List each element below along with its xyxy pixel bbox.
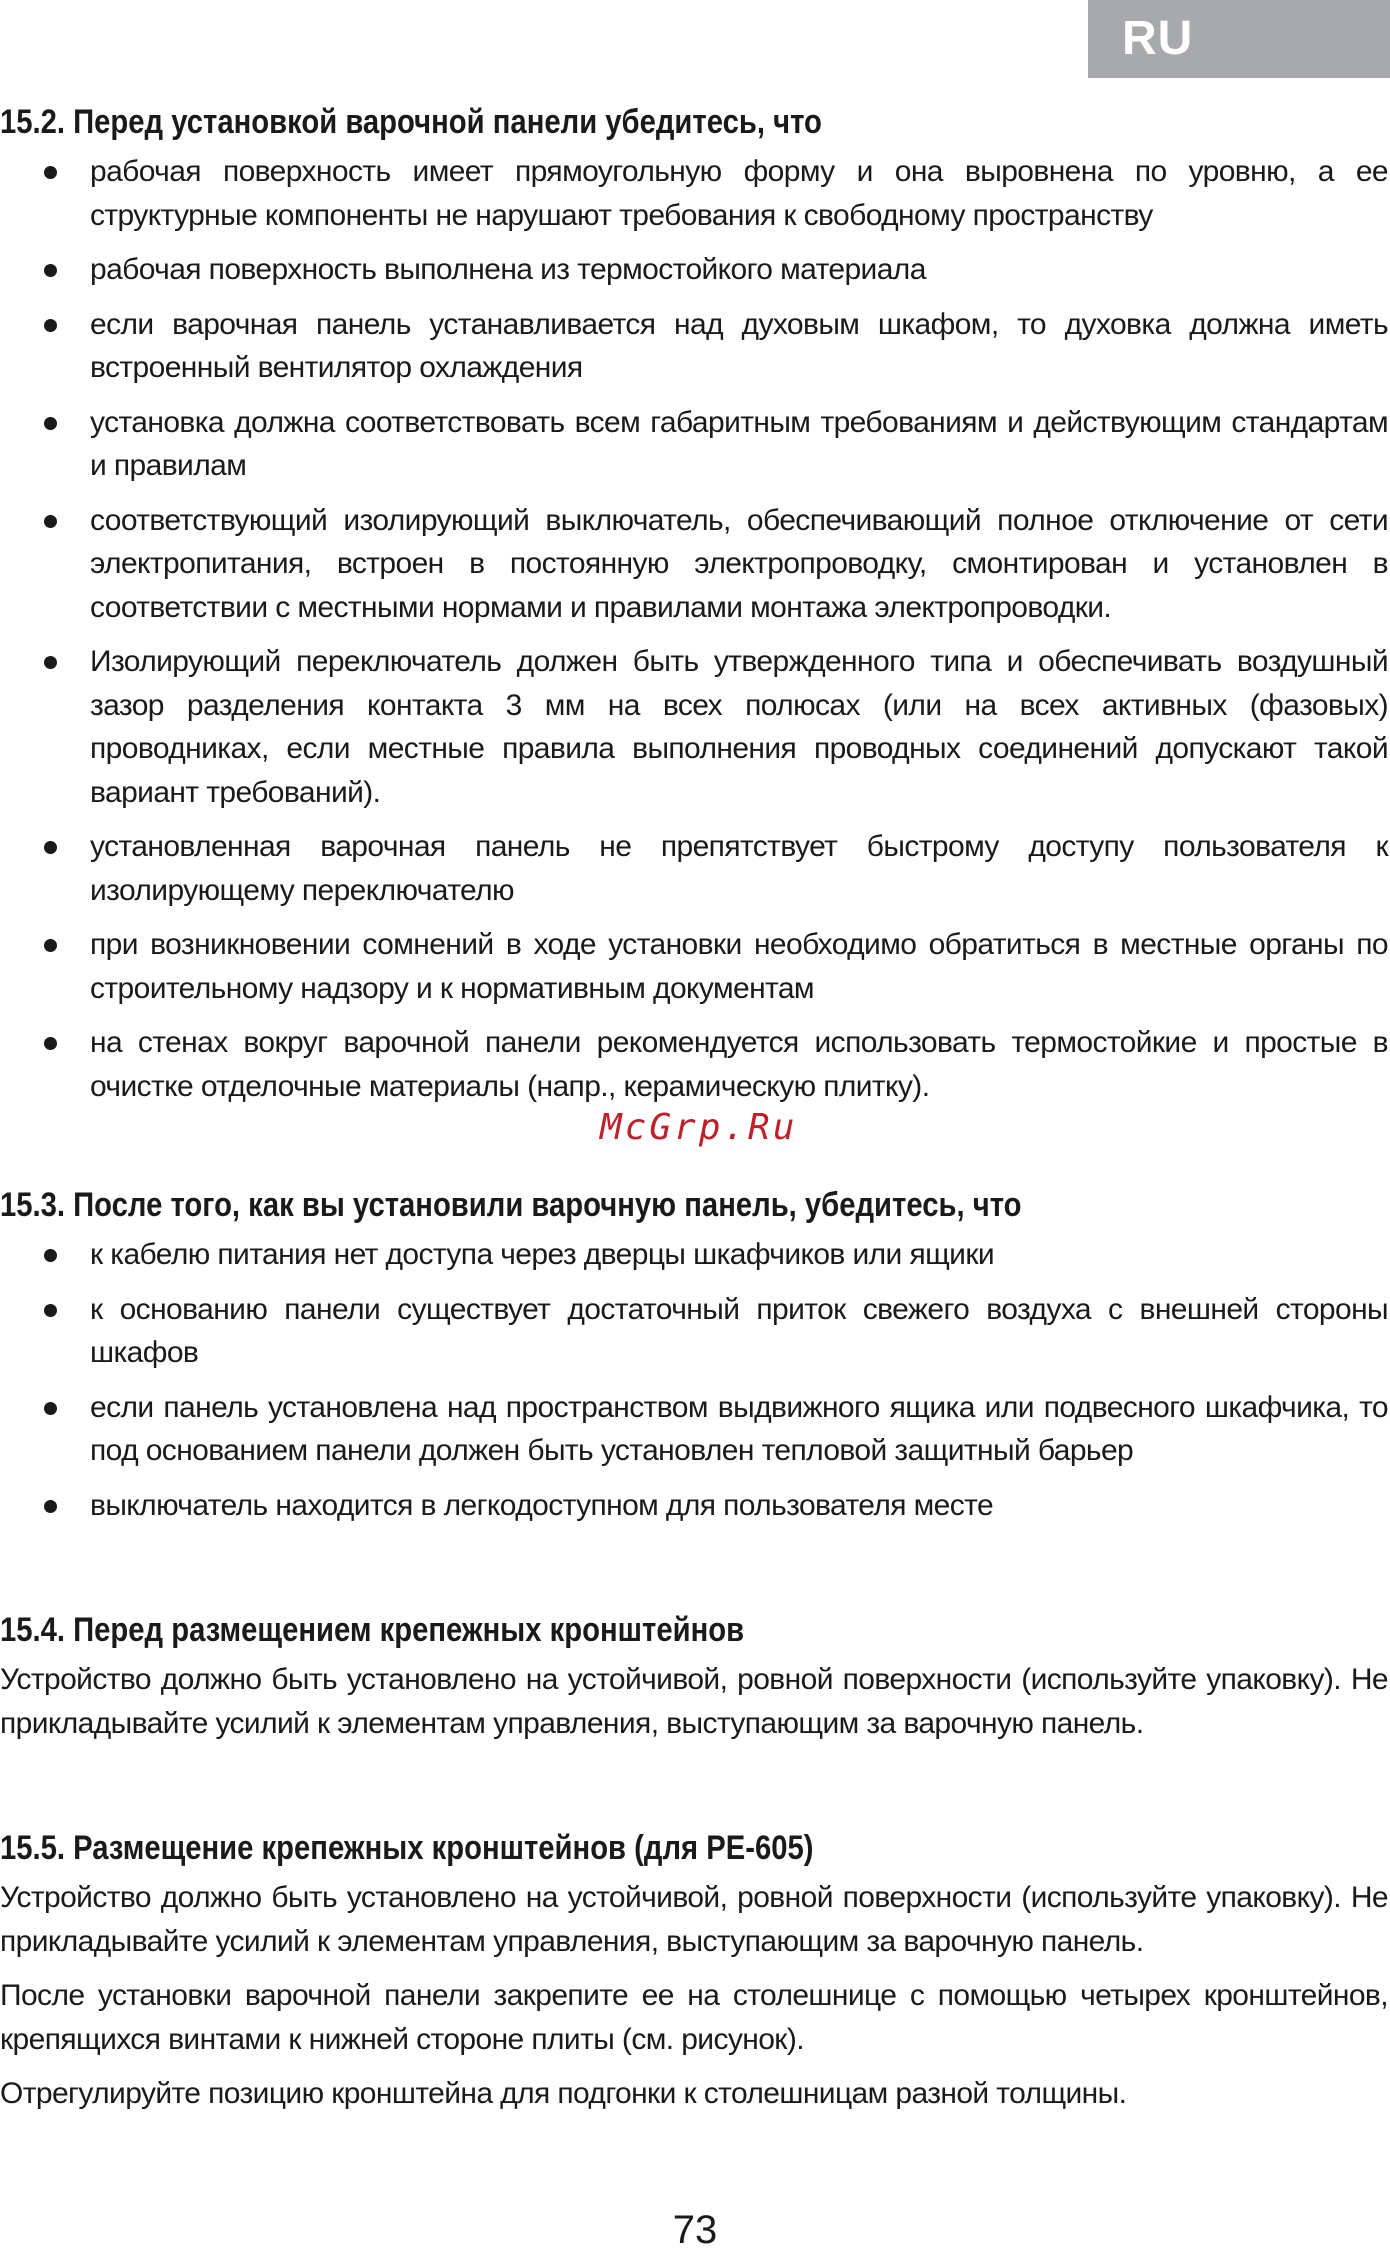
bullet-icon	[44, 166, 57, 179]
bullet-icon	[44, 656, 57, 669]
section-title: 15.4. Перед размещением крепежных кронштейнов	[0, 1611, 745, 1649]
list-item-text: рабочая поверхность имеет прямоугольную форму и она выровнена по уровню, а ее структурные компоненты не нарушают требования к свободному пространству	[90, 155, 1388, 232]
watermark-text: McGrp.Ru	[600, 1107, 798, 1148]
list-item-text: соответствующий изолирующий выключатель, обеспечивающий полное отключение от сети электропитания, встроен в постоянную электропроводку, смонтирован и установлен в соответствии с местными нормами и правилами монтажа электропроводки.	[90, 503, 1388, 624]
list-item-text: выключатель находится в легкодоступном для пользователя месте	[90, 1488, 994, 1522]
list-item-text: установленная варочная панель не препятствует быстрому доступу пользователя к изолирующему переключателю	[90, 830, 1388, 907]
bullet-icon	[44, 515, 57, 528]
list-item-text: к кабелю питания нет доступа через дверцы шкафчиков или ящики	[90, 1238, 995, 1271]
list-item-text: если панель установлена над пространством выдвижного ящика или подвесного шкафчика, то под основанием панели должен быть установлен тепловой защитный барьер	[90, 1390, 1388, 1467]
bullet-icon	[44, 1037, 57, 1050]
paragraph: Отрегулируйте позицию кронштейна для подгонки к столешницам разной толщины.	[0, 2077, 1127, 2110]
paragraph: Устройство должно быть установлено на устойчивой, ровной поверхности (используйте упаковку). Не прикладывайте усилий к элементам управления, выступающим за варочную панель.	[0, 1881, 1388, 1958]
bullet-icon	[44, 841, 57, 854]
list-item-text: если варочная панель устанавливается над духовым шкафом, то духовка должна иметь встроенный вентилятор охлаждения	[90, 307, 1388, 384]
paragraph: Устройство должно быть установлено на устойчивой, ровной поверхности (используйте упаковку). Не прикладывайте усилий к элементам управления, выступающим за варочную панель.	[0, 1663, 1388, 1740]
list-item	[0, 1288, 1388, 1375]
section-15-3	[0, 1177, 1388, 1527]
list-item	[0, 1386, 1388, 1473]
list-item	[0, 1021, 1388, 1108]
spacer	[0, 1538, 1388, 1602]
section-15-5	[0, 1820, 1388, 2116]
list-item	[0, 825, 1388, 912]
paragraph: После установки варочной панели закрепите ее на столешнице с помощью четырех кронштейнов, крепящихся винтами к нижней стороне плиты (см. рисунок).	[0, 1979, 1388, 2056]
list-item	[0, 499, 1388, 630]
list-item	[0, 640, 1388, 814]
bullet-list	[0, 150, 1388, 1108]
section-title: 15.5. Размещение крепежных кронштейнов (для PE-605)	[0, 1829, 814, 1867]
bullet-icon	[44, 264, 57, 277]
section-15-2	[0, 94, 1388, 1108]
list-item-text: при возникновении сомнений в ходе установки необходимо обратиться в местные органы по строительному надзору и к нормативным документам	[90, 928, 1388, 1005]
bullet-icon	[44, 1500, 57, 1513]
bullet-icon	[44, 1304, 57, 1317]
bullet-icon	[44, 1402, 57, 1415]
list-item-text: Изолирующий переключатель должен быть утвержденного типа и обеспечивать воздушный зазор разделения контакта 3 мм на всех полюсах (или на всех активных (фазовых) проводниках, если местные правила выполнения проводных соединений допускают такой вариант требований).	[90, 645, 1388, 809]
list-item	[0, 923, 1388, 1010]
bullet-icon	[44, 319, 57, 332]
list-item	[0, 401, 1388, 488]
list-item	[0, 303, 1388, 390]
bullet-list	[0, 1233, 1388, 1527]
list-item	[0, 1233, 1388, 1277]
list-item	[0, 248, 1388, 292]
list-item-text: рабочая поверхность выполнена из термостойкого материала	[90, 253, 926, 286]
list-item	[0, 150, 1388, 237]
list-item-text: установка должна соответствовать всем габаритным требованиям и действующим стандартам и правилам	[90, 405, 1388, 482]
language-badge: RU	[1088, 0, 1390, 78]
section-title: 15.2. Перед установкой варочной панели убедитесь, что	[0, 103, 822, 141]
page-number: 73	[672, 2208, 718, 2252]
bullet-icon	[44, 417, 57, 430]
section-title: 15.3. После того, как вы установили варочную панель, убедитесь, что	[0, 1186, 1022, 1224]
spacer	[0, 1756, 1388, 1820]
list-item-text: на стенах вокруг варочной панели рекомендуется использовать термостойкие и простые в очистке отделочные материалы (напр., керамическую плитку).	[90, 1026, 1388, 1103]
section-15-4	[0, 1602, 1388, 1745]
bullet-icon	[44, 939, 57, 952]
list-item	[0, 1484, 1388, 1528]
bullet-icon	[44, 1249, 57, 1262]
list-item-text: к основанию панели существует достаточный приток свежего воздуха с внешней стороны шкафов	[90, 1292, 1388, 1369]
